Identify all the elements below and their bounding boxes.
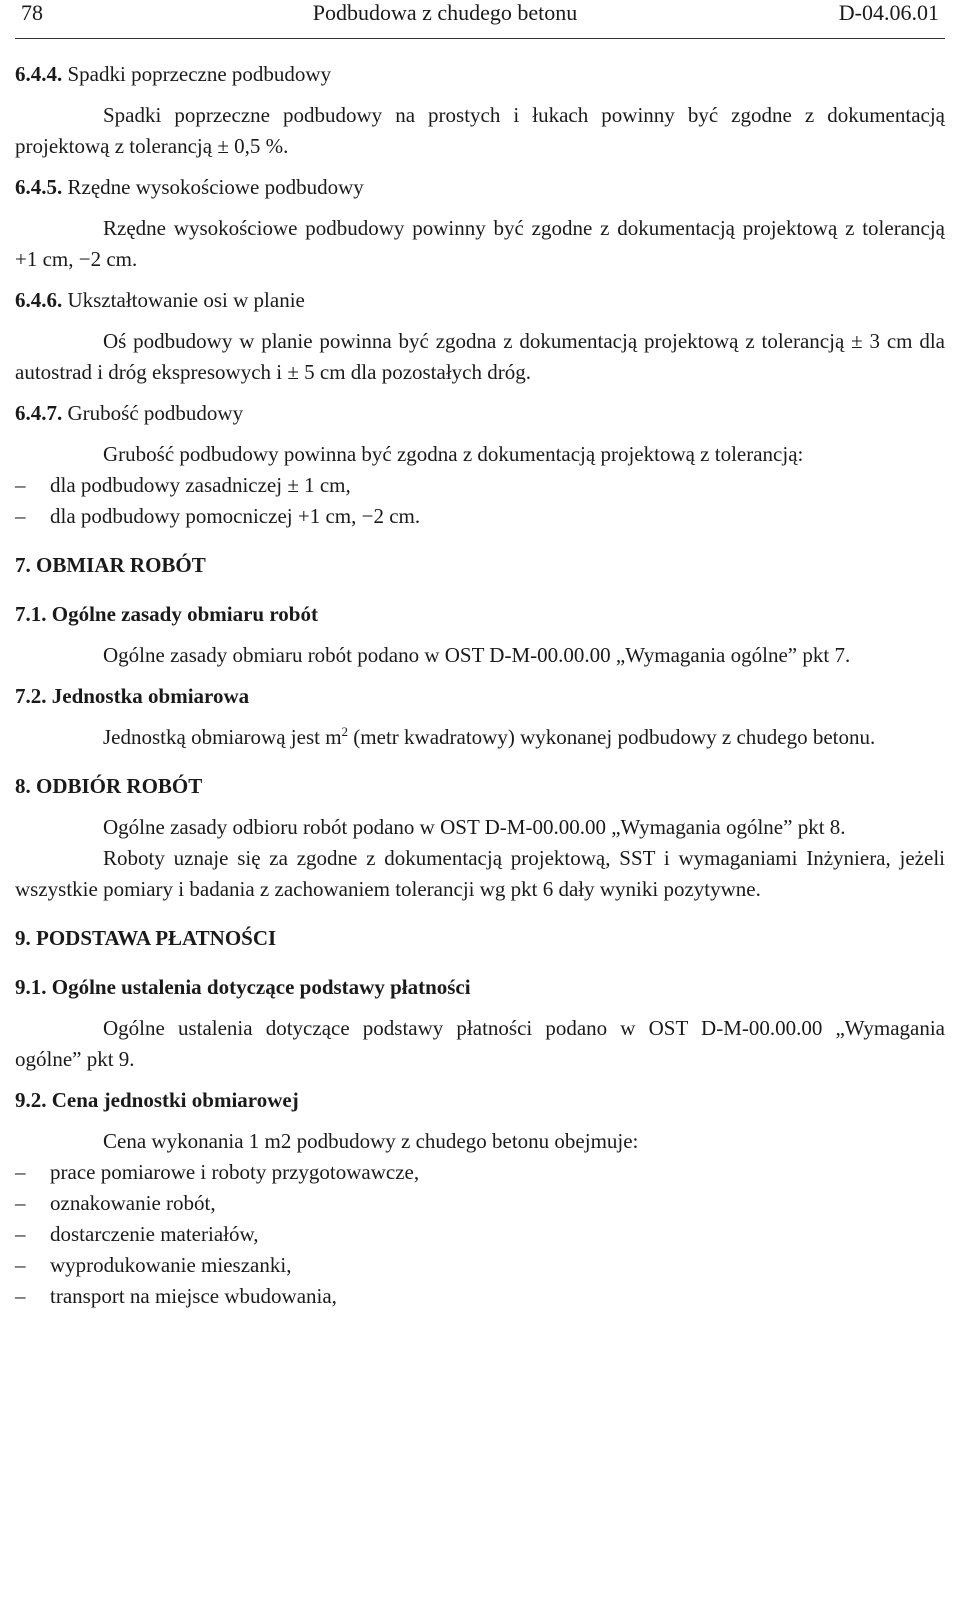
list-item: – dostarczenie materiałów,: [15, 1219, 945, 1250]
list-item: – prace pomiarowe i roboty przygotowawcze,: [15, 1157, 945, 1188]
section-title: Ukształtowanie osi w planie: [67, 288, 305, 312]
section-number: 6.4.4.: [15, 62, 63, 86]
section-title: Grubość podbudowy: [67, 401, 244, 425]
price-components-list: [15, 1157, 945, 1312]
section-text-7-1: Ogólne zasady obmiaru robót podano w OST D-M-00.00.00 „Wymagania ogólne” pkt 7.: [103, 643, 851, 667]
list-item: – oznakowanie robót,: [15, 1188, 945, 1219]
document-title: Podbudowa z chudego betonu: [312, 0, 578, 25]
section-number: 6.4.5.: [15, 175, 63, 199]
section-text-7-2: Jednostką obmiarową jest $m^2$ (metr kwadratowy) wykonanej podbudowy z chudego betonu.: [103, 724, 876, 749]
dash-bullet: –: [15, 1160, 26, 1184]
section-text-9-1: Ogólne ustalenia dotyczące podstawy płatności podano w OST D-M-00.00.00 „Wymagania ogólne” pkt 9.: [15, 1016, 945, 1071]
section-text-8-2: Roboty uznaje się za zgodne z dokumentacją projektową, SST i wymaganiami Inżyniera, jeżeli wszystkie pomiary i badania z zachowaniem tolerancji wg pkt 6 dały wyniki pozytywne.: [15, 846, 945, 901]
list-item: – transport na miejsce wbudowania,: [15, 1281, 945, 1312]
dash-bullet: –: [15, 1222, 26, 1246]
page-number: 78: [21, 0, 43, 25]
list-item: – dla podbudowy pomocniczej +1 cm, −2 cm.: [15, 501, 945, 532]
chapter-heading-8: 8. ODBIÓR ROBÓT: [15, 774, 203, 798]
page-header: [15, 0, 945, 39]
document-code: D-04.06.01: [838, 0, 939, 25]
section-number: 6.4.6.: [15, 288, 63, 312]
tolerance-list: [15, 470, 945, 532]
section-heading-6-4-5: [15, 172, 945, 203]
section-heading-7-2: 7.2. Jednostka obmiarowa: [15, 684, 250, 708]
superscript: 2: [341, 724, 349, 739]
section-text-6-4-4: Spadki poprzeczne podbudowy na prostych i łukach powinny być zgodne z dokumentacją projektową z tolerancją ± 0,5 %.: [15, 103, 945, 158]
section-text-9-2: Cena wykonania 1 m2 podbudowy z chudego betonu obejmuje:: [103, 1129, 639, 1153]
section-heading-9-1: 9.1. Ogólne ustalenia dotyczące podstawy płatności: [15, 975, 471, 999]
section-text-6-4-5: Rzędne wysokościowe podbudowy powinny być zgodne z dokumentacją projektową z tolerancją +1 cm, −2 cm.: [15, 216, 945, 271]
section-title: Spadki poprzeczne podbudowy: [67, 62, 332, 86]
section-heading-6-4-4: [15, 59, 945, 90]
section-number: 6.4.7.: [15, 401, 63, 425]
dash-bullet: –: [15, 504, 26, 528]
section-heading-7-1: 7.1. Ogólne zasady obmiaru robót: [15, 602, 318, 626]
dash-bullet: –: [15, 1284, 26, 1308]
dash-bullet: –: [15, 1253, 26, 1277]
chapter-heading-9: 9. PODSTAWA PŁATNOŚCI: [15, 926, 277, 950]
dash-bullet: –: [15, 1191, 26, 1215]
section-heading-6-4-6: [15, 285, 945, 316]
list-item: – dla podbudowy zasadniczej ± 1 cm,: [15, 470, 945, 501]
section-text-6-4-6: Oś podbudowy w planie powinna być zgodna z dokumentacją projektową z tolerancją ± 3 cm dla autostrad i dróg ekspresowych i ± 5 cm dla pozostałych dróg.: [15, 329, 945, 384]
section-text-6-4-7: Grubość podbudowy powinna być zgodna z dokumentacją projektową z tolerancją:: [103, 442, 804, 466]
section-text-8-1: Ogólne zasady odbioru robót podano w OST D-M-00.00.00 „Wymagania ogólne” pkt 8.: [103, 815, 846, 839]
dash-bullet: –: [15, 473, 26, 497]
list-item: – wyprodukowanie mieszanki,: [15, 1250, 945, 1281]
section-heading-6-4-7: [15, 398, 945, 429]
section-title: Rzędne wysokościowe podbudowy: [67, 175, 364, 199]
section-heading-9-2: 9.2. Cena jednostki obmiarowej: [15, 1088, 299, 1112]
chapter-heading-7: 7. OBMIAR ROBÓT: [15, 553, 206, 577]
